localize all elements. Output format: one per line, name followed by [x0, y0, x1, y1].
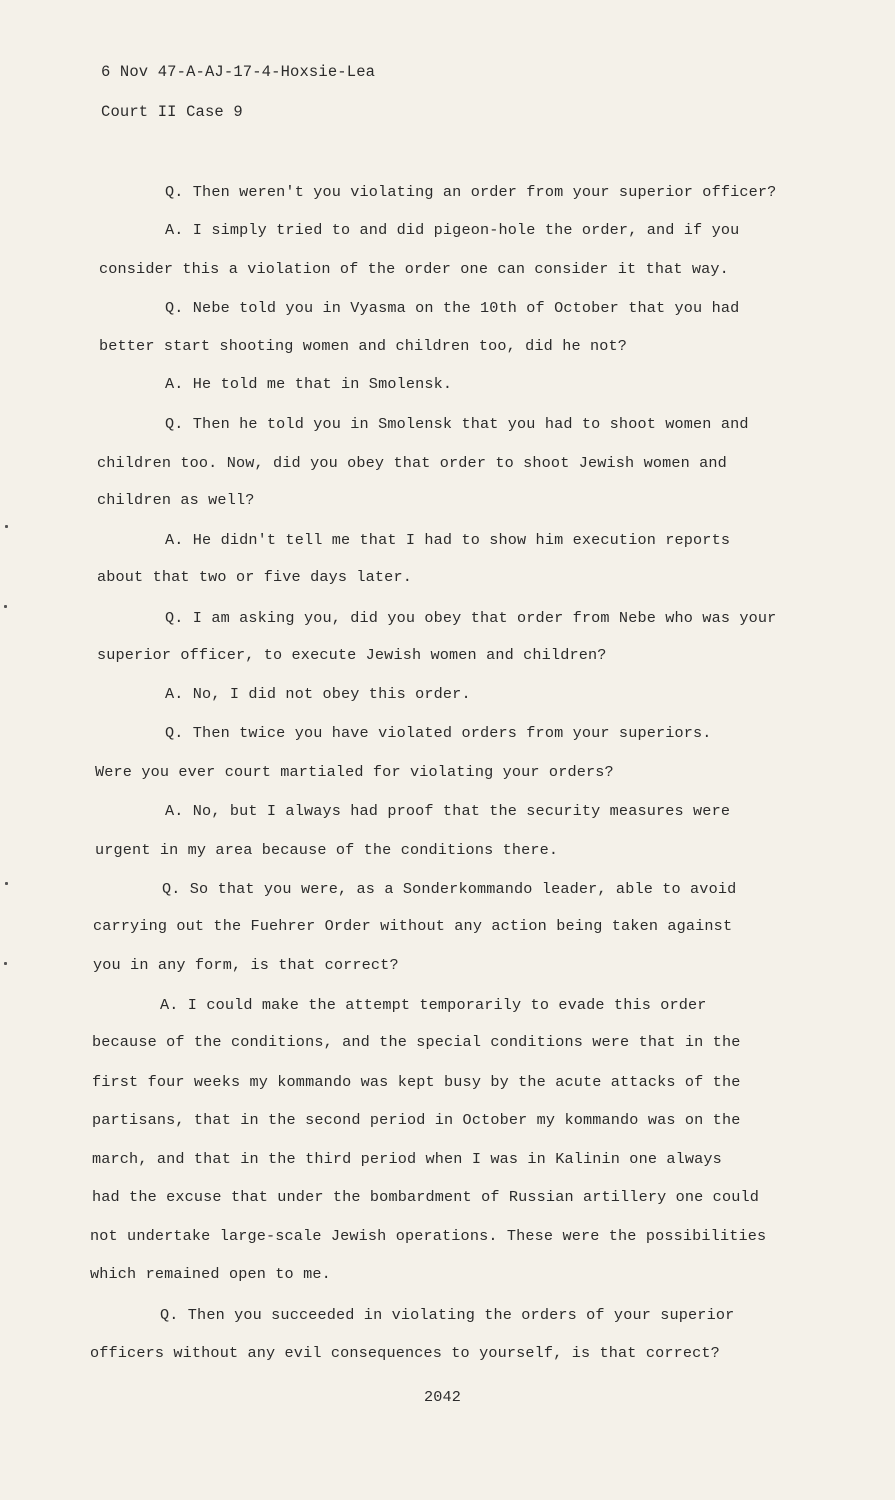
text-line: Q. Nebe told you in Vyasma on the 10th of October that you had — [165, 299, 740, 317]
text-line: not undertake large-scale Jewish operations. These were the possibilities — [90, 1227, 767, 1245]
text-line: children too. Now, did you obey that order to shoot Jewish women and — [97, 454, 727, 472]
text-line: A. No, I did not obey this order. — [165, 685, 471, 703]
header-reference: 6 Nov 47-A-AJ-17-4-Hoxsie-Lea — [101, 63, 376, 81]
text-line: first four weeks my kommando was kept busy by the acute attacks of the — [92, 1073, 741, 1091]
header-court-case: Court II Case 9 — [101, 103, 243, 121]
text-line: Q. So that you were, as a Sonderkommando leader, able to avoid — [162, 880, 737, 898]
text-line: urgent in my area because of the conditions there. — [95, 841, 559, 859]
text-line: A. He told me that in Smolensk. — [165, 375, 453, 393]
scan-mark — [4, 605, 7, 608]
text-line: A. He didn't tell me that I had to show him execution reports — [165, 531, 731, 549]
text-line: consider this a violation of the order one can consider it that way. — [99, 260, 729, 278]
text-line: Q. I am asking you, did you obey that order from Nebe who was your — [165, 609, 777, 627]
text-line: carrying out the Fuehrer Order without any action being taken against — [93, 917, 733, 935]
text-line: officers without any evil consequences to yourself, is that correct? — [90, 1344, 720, 1362]
text-line: A. I simply tried to and did pigeon-hole the order, and if you — [165, 221, 740, 239]
text-line: about that two or five days later. — [97, 568, 412, 586]
text-line: partisans, that in the second period in October my kommando was on the — [92, 1111, 741, 1129]
text-line: Were you ever court martialed for violating your orders? — [95, 763, 614, 781]
text-line: better start shooting women and children too, did he not? — [99, 337, 628, 355]
text-line: A. I could make the attempt temporarily to evade this order — [160, 996, 707, 1014]
scan-mark — [5, 882, 8, 885]
text-line: Q. Then weren't you violating an order from your superior officer? — [165, 183, 777, 201]
text-line: Q. Then you succeeded in violating the orders of your superior — [160, 1306, 735, 1324]
text-line: had the excuse that under the bombardment of Russian artillery one could — [92, 1188, 760, 1206]
text-line: because of the conditions, and the special conditions were that in the — [92, 1033, 741, 1051]
text-line: Q. Then he told you in Smolensk that you had to shoot women and — [165, 415, 749, 433]
scan-mark — [4, 962, 7, 965]
page-number: 2042 — [424, 1388, 462, 1406]
text-line: children as well? — [97, 491, 255, 509]
text-line: march, and that in the third period when I was in Kalinin one always — [92, 1150, 722, 1168]
text-line: Q. Then twice you have violated orders from your superiors. — [165, 724, 712, 742]
text-line: which remained open to me. — [90, 1265, 331, 1283]
text-line: superior officer, to execute Jewish women and children? — [97, 646, 607, 664]
text-line: A. No, but I always had proof that the security measures were — [165, 802, 731, 820]
scan-mark — [5, 525, 8, 528]
text-line: you in any form, is that correct? — [93, 956, 399, 974]
